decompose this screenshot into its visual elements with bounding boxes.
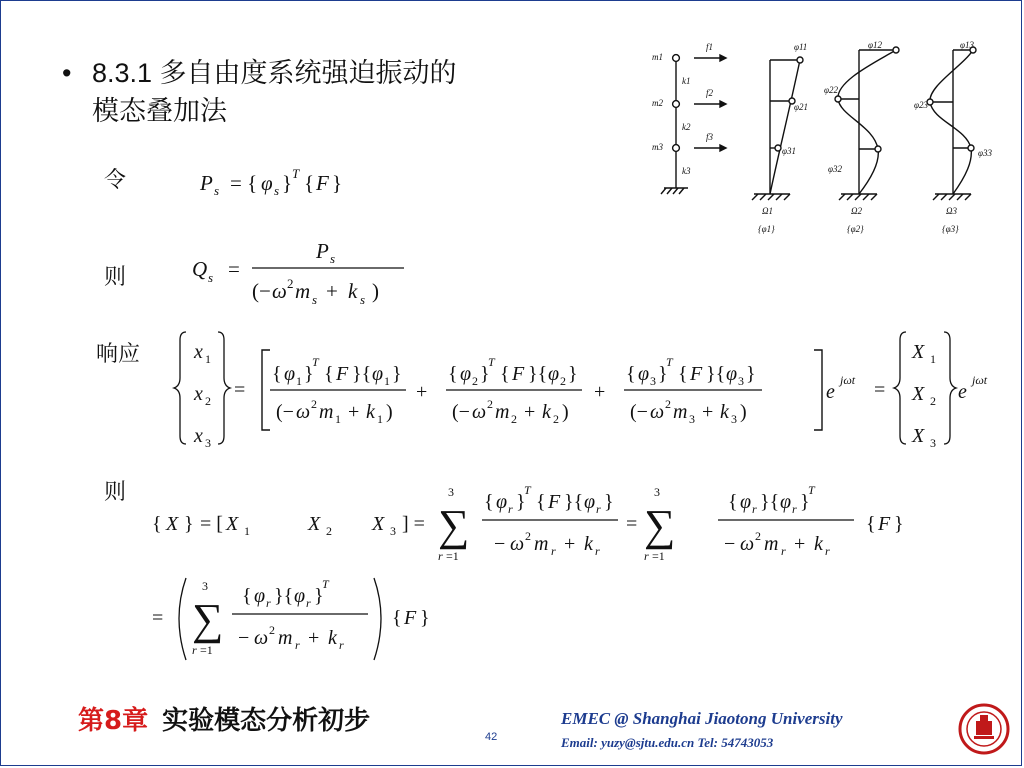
svg-text:s: s [330, 251, 336, 266]
mode-label-2: Ω2 [851, 206, 863, 216]
svg-text:3: 3 [731, 412, 737, 426]
svg-text:ω: ω [254, 627, 269, 649]
svg-text:r: r [306, 596, 311, 610]
svg-text:2: 2 [755, 529, 761, 543]
svg-text:T: T [666, 355, 673, 369]
svg-text:2: 2 [487, 397, 493, 411]
phi-label: φ13 [960, 40, 974, 50]
svg-text:1: 1 [296, 374, 302, 388]
phi-label: φ23 [914, 100, 928, 110]
svg-text:3: 3 [202, 579, 208, 593]
svg-text:F: F [336, 363, 349, 385]
svg-text:{: { [448, 363, 458, 385]
svg-text:r: r [295, 638, 300, 652]
svg-text:{: { [392, 607, 402, 629]
svg-text:φ: φ [548, 363, 560, 385]
svg-text:φ: φ [261, 171, 273, 195]
svg-text:φ: φ [284, 363, 296, 385]
svg-text:=1: =1 [446, 549, 459, 563]
svg-text:2: 2 [205, 394, 211, 408]
svg-text:ω: ω [740, 533, 755, 555]
spring-label-1: k1 [682, 76, 691, 86]
svg-text:T: T [488, 355, 495, 369]
svg-text:=: = [626, 513, 638, 535]
svg-text:r: r [792, 502, 797, 516]
svg-text:m: m [319, 401, 334, 423]
svg-text:=1: =1 [652, 549, 665, 563]
svg-text:r: r [438, 549, 443, 563]
svg-text:{: { [484, 491, 494, 513]
formula-x-sum [148, 478, 928, 568]
mode-label-3: Ω3 [946, 206, 958, 216]
svg-text:φ: φ [460, 363, 472, 385]
mass-label-1: m1 [652, 52, 663, 62]
svg-text:r: r [508, 502, 513, 516]
svg-text:}: } [304, 363, 314, 385]
svg-text:{: { [536, 491, 546, 513]
chapter-title: 实验模态分析初步 [162, 706, 371, 736]
svg-text:=: = [874, 379, 886, 401]
svg-text:): ) [386, 401, 393, 423]
svg-text:ω: ω [272, 279, 287, 303]
svg-text:}: } [420, 607, 430, 629]
svg-text:m: m [278, 627, 293, 649]
svg-text:F: F [690, 363, 703, 385]
svg-text:}: } [392, 363, 402, 385]
formula-ps [196, 162, 386, 202]
svg-text:3: 3 [654, 485, 660, 499]
svg-text:r: r [595, 544, 600, 558]
svg-text:−: − [494, 533, 506, 555]
svg-text:1: 1 [930, 352, 936, 366]
svg-text:ω: ω [650, 401, 665, 423]
svg-text:k: k [542, 401, 551, 423]
force-label-1: f1 [706, 42, 714, 52]
svg-text:jωt: jωt [840, 373, 856, 387]
svg-text:}: } [184, 513, 194, 535]
mode-vector-3: {φ3} [942, 224, 959, 234]
svg-text:F: F [878, 513, 891, 535]
svg-text:= [: = [ [200, 513, 223, 535]
svg-text:=: = [228, 257, 240, 281]
svg-text:}: } [516, 491, 526, 513]
svg-text:r: r [596, 502, 601, 516]
svg-text:r: r [266, 596, 271, 610]
chapter-heading [78, 700, 370, 737]
svg-text:F: F [548, 491, 561, 513]
svg-text:s: s [274, 183, 280, 198]
svg-text:= {: = { [230, 171, 258, 195]
label-ling: 令 [104, 168, 127, 193]
org-line: EMEC @ Shanghai Jiaotong University [561, 709, 843, 728]
svg-text:P: P [316, 239, 329, 263]
svg-text:X: X [372, 513, 385, 535]
svg-text:ω: ω [296, 401, 311, 423]
svg-text:}{: }{ [352, 363, 372, 385]
svg-text:e: e [826, 381, 835, 403]
svg-text:{: { [324, 363, 334, 385]
formula-response [166, 326, 1016, 456]
force-label-3: f3 [706, 132, 714, 142]
phi-label: φ31 [782, 146, 796, 156]
mode-label-1: Ω1 [762, 206, 774, 216]
svg-text:+: + [564, 533, 576, 555]
svg-text:F: F [404, 607, 417, 629]
svg-text:T: T [808, 483, 815, 497]
svg-text:2: 2 [269, 623, 275, 637]
svg-text:m: m [764, 533, 779, 555]
svg-text:2: 2 [525, 529, 531, 543]
phi-label: φ32 [828, 164, 842, 174]
svg-text:1: 1 [377, 412, 383, 426]
svg-text:{: { [272, 363, 282, 385]
svg-text:φ: φ [780, 491, 792, 513]
heading-line-2: 模态叠加法 [92, 96, 227, 126]
svg-text:k: k [584, 533, 593, 555]
svg-text:+: + [794, 533, 806, 555]
svg-text:+: + [524, 401, 536, 423]
svg-text:3: 3 [930, 436, 936, 450]
svg-text:Q: Q [192, 257, 208, 281]
svg-text:3: 3 [390, 524, 396, 538]
phi-label: φ21 [794, 102, 808, 112]
svg-text:k: k [814, 533, 823, 555]
svg-text:}: } [658, 363, 668, 385]
svg-text:}: } [746, 363, 756, 385]
svg-text:−: − [724, 533, 736, 555]
svg-text:φ: φ [740, 491, 752, 513]
svg-text:+: + [308, 627, 320, 649]
mass-label-2: m2 [652, 98, 663, 108]
svg-text:T: T [292, 166, 300, 181]
svg-text:}: } [568, 363, 578, 385]
svg-text:φ: φ [372, 363, 384, 385]
label-ze-2: 则 [104, 480, 127, 505]
svg-text:}: } [480, 363, 490, 385]
svg-text:}: } [604, 491, 614, 513]
svg-text:}{: }{ [274, 585, 294, 607]
svg-text:r: r [644, 549, 649, 563]
svg-text:}{: }{ [706, 363, 726, 385]
phi-label: φ33 [978, 148, 992, 158]
svg-text:r: r [825, 544, 830, 558]
svg-text:r: r [752, 502, 757, 516]
phi-label: φ22 [824, 85, 838, 95]
svg-text:m: m [495, 401, 510, 423]
svg-text:3: 3 [205, 436, 211, 450]
svg-text:e: e [958, 381, 967, 403]
svg-text:X: X [308, 513, 321, 535]
page-number: 42 [485, 731, 498, 743]
svg-text:ω: ω [472, 401, 487, 423]
svg-text:+: + [416, 381, 428, 403]
contact-line: Email: yuzy@sjtu.edu.cn Tel: 54743053 [561, 735, 774, 750]
phi-label: φ12 [868, 40, 882, 50]
svg-text:2: 2 [472, 374, 478, 388]
svg-text:2: 2 [511, 412, 517, 426]
svg-text:ω: ω [510, 533, 525, 555]
svg-text:2: 2 [560, 374, 566, 388]
svg-text:s: s [214, 183, 220, 198]
svg-text:x: x [194, 341, 203, 363]
svg-text:}: } [800, 491, 810, 513]
svg-text:(−: (− [252, 279, 271, 303]
phi-label: φ11 [794, 42, 808, 52]
mode-vector-1: {φ1} [758, 224, 775, 234]
svg-text:∑: ∑ [438, 501, 470, 550]
svg-text:φ: φ [638, 363, 650, 385]
svg-text:3: 3 [738, 374, 744, 388]
svg-text:=: = [234, 379, 246, 401]
label-ze-1: 则 [104, 265, 127, 290]
svg-text:}: } [282, 171, 293, 195]
mass-label-3: m3 [652, 142, 663, 152]
svg-text:∑: ∑ [644, 501, 676, 550]
formula-final [148, 574, 448, 664]
svg-text:1: 1 [384, 374, 390, 388]
svg-text:): ) [372, 279, 379, 303]
svg-text:}: } [332, 171, 343, 195]
svg-text:m: m [534, 533, 549, 555]
svg-text:φ: φ [584, 491, 596, 513]
svg-text:r: r [192, 643, 197, 657]
svg-text:{: { [242, 585, 252, 607]
svg-text:F: F [316, 171, 329, 195]
svg-text:(−: (− [452, 401, 470, 423]
svg-text:X: X [226, 513, 239, 535]
svg-text:r: r [339, 638, 344, 652]
svg-text:{: { [678, 363, 688, 385]
svg-text:r: r [551, 544, 556, 558]
mode-shape-diagram [648, 36, 1008, 246]
svg-text:∑: ∑ [192, 595, 224, 644]
svg-text:s: s [360, 292, 366, 307]
svg-text:φ: φ [726, 363, 738, 385]
svg-text:x: x [194, 425, 203, 447]
svg-text:k: k [720, 401, 729, 423]
svg-text:jωt: jωt [972, 373, 988, 387]
svg-text:2: 2 [553, 412, 559, 426]
force-label-2: f2 [706, 88, 714, 98]
svg-text:−: − [238, 627, 250, 649]
spring-label-3: k3 [682, 166, 691, 176]
svg-text:X: X [912, 341, 925, 363]
svg-text:k: k [348, 279, 358, 303]
svg-text:): ) [740, 401, 747, 423]
svg-text:X: X [912, 425, 925, 447]
svg-text:X: X [166, 513, 179, 535]
svg-text:{: { [626, 363, 636, 385]
chapter-number: 第8章 [78, 706, 149, 736]
svg-text:F: F [512, 363, 525, 385]
svg-text:3: 3 [689, 412, 695, 426]
svg-text:k: k [366, 401, 375, 423]
svg-text:=: = [152, 607, 164, 629]
spring-label-2: k2 [682, 122, 691, 132]
university-seal-icon [958, 703, 1010, 755]
svg-text:1: 1 [244, 524, 250, 538]
svg-text:2: 2 [287, 276, 294, 291]
svg-text:}{: }{ [564, 491, 584, 513]
svg-text:3: 3 [448, 485, 454, 499]
svg-text:(−: (− [276, 401, 294, 423]
svg-text:2: 2 [930, 394, 936, 408]
svg-text:(−: (− [630, 401, 648, 423]
svg-text:{: { [152, 513, 162, 535]
formula-qs [188, 232, 418, 312]
svg-text:1: 1 [205, 352, 211, 366]
svg-text:}: } [314, 585, 324, 607]
svg-text:{: { [500, 363, 510, 385]
svg-text:T: T [312, 355, 319, 369]
svg-text:s: s [312, 292, 318, 307]
svg-text:}: } [894, 513, 904, 535]
svg-text:2: 2 [326, 524, 332, 538]
bullet-dot: • [62, 58, 72, 88]
svg-text:+: + [594, 381, 606, 403]
svg-text:s: s [208, 270, 214, 285]
svg-text:=1: =1 [200, 643, 213, 657]
svg-text:x: x [194, 383, 203, 405]
svg-text:X: X [912, 383, 925, 405]
svg-text:3: 3 [650, 374, 656, 388]
label-xiangying: 响应 [96, 342, 141, 367]
svg-text:T: T [524, 483, 531, 497]
svg-text:] =: ] = [402, 513, 425, 535]
svg-text:φ: φ [294, 585, 306, 607]
svg-text:{: { [304, 171, 315, 195]
svg-text:m: m [673, 401, 688, 423]
mode-vector-2: {φ2} [847, 224, 864, 234]
svg-text:m: m [295, 279, 311, 303]
svg-text:1: 1 [335, 412, 341, 426]
svg-text:r: r [781, 544, 786, 558]
svg-text:2: 2 [665, 397, 671, 411]
svg-text:k: k [328, 627, 337, 649]
svg-text:{: { [866, 513, 876, 535]
svg-text:2: 2 [311, 397, 317, 411]
svg-text:φ: φ [496, 491, 508, 513]
svg-text:}{: }{ [528, 363, 548, 385]
svg-text:+: + [348, 401, 360, 423]
svg-text:{: { [728, 491, 738, 513]
svg-text:): ) [562, 401, 569, 423]
svg-text:T: T [322, 577, 329, 591]
svg-text:+: + [326, 279, 338, 303]
svg-text:P: P [200, 171, 213, 195]
heading-line-1: 8.3.1 多自由度系统强迫振动的 [92, 58, 457, 88]
svg-text:}{: }{ [760, 491, 780, 513]
svg-text:φ: φ [254, 585, 266, 607]
svg-text:+: + [702, 401, 714, 423]
